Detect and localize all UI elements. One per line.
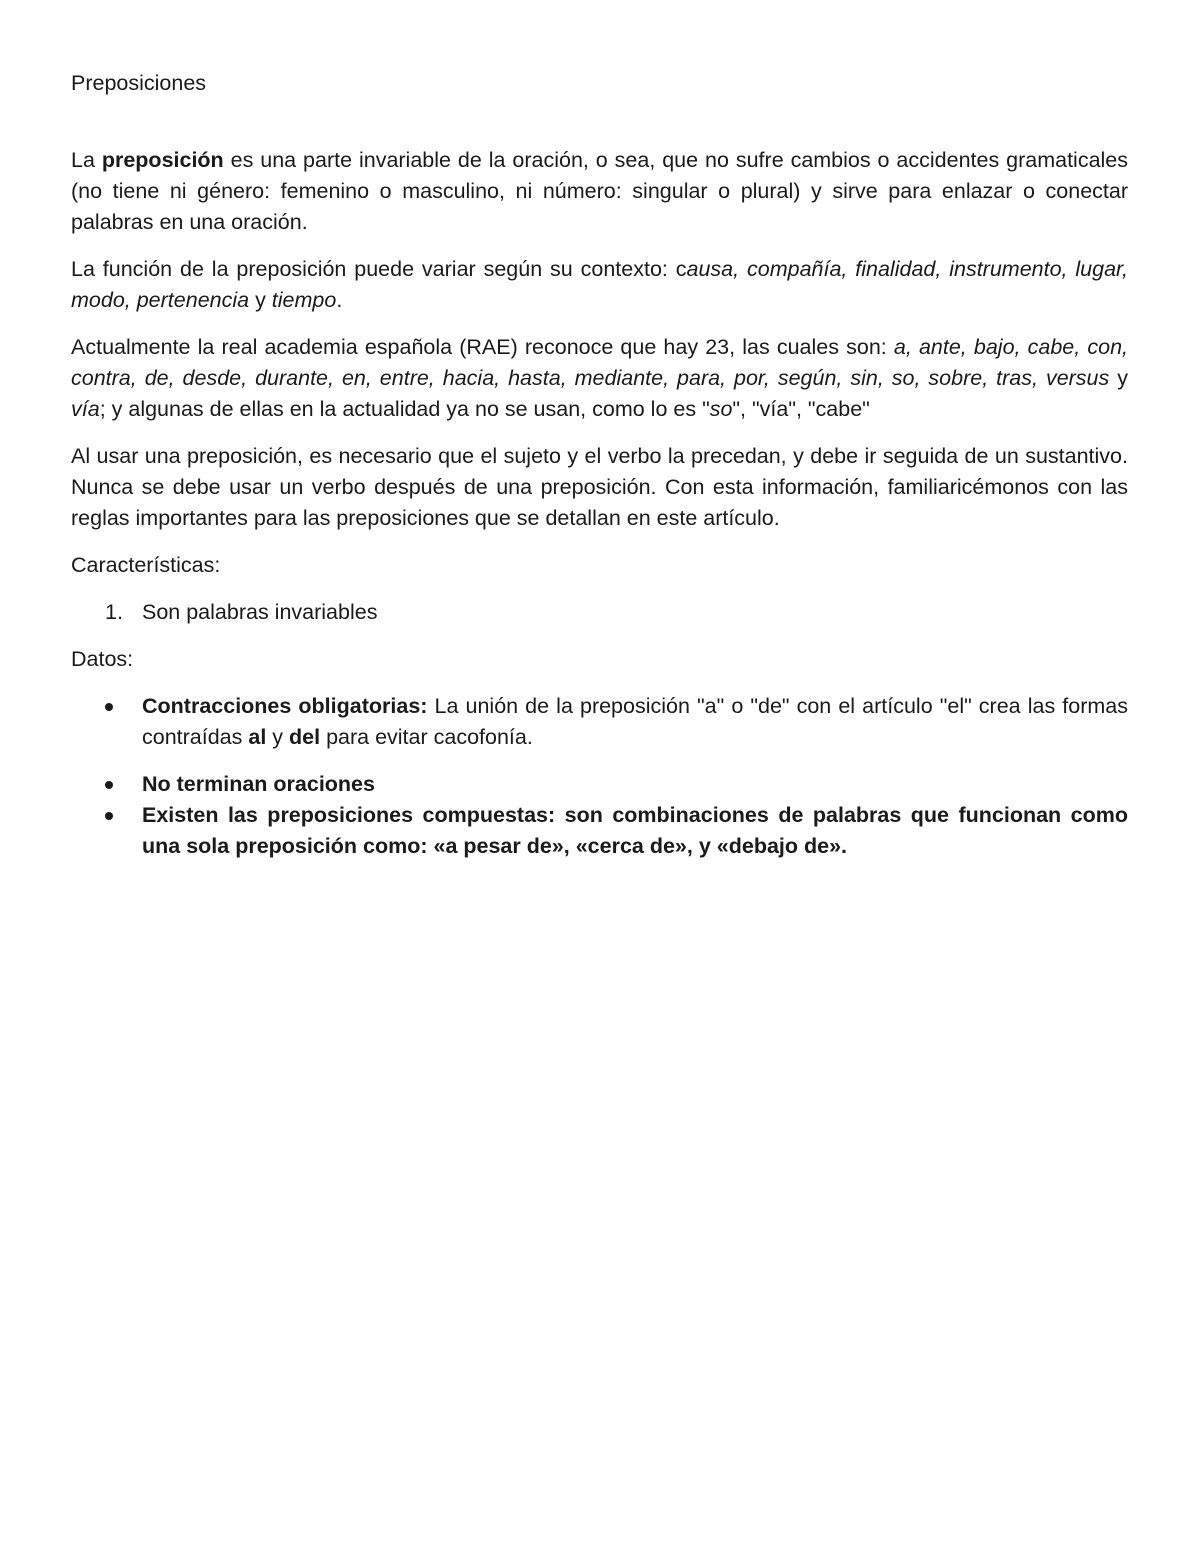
bold-compuestas: Existen las preposiciones compuestas: son combinaciones de palabras que funcionan como una sola preposición como: «a pesar de», «cerca de», y «debajo de».: [142, 803, 1128, 858]
italic-via: vía: [71, 397, 100, 421]
bold-term-preposicion: preposición: [101, 148, 224, 172]
text-run: ", "vía", "cabe": [732, 397, 870, 421]
list-item: [71, 800, 1128, 862]
italic-preposition-list: a, ante, bajo, cabe, con, contra, de, desde, durante, en, entre, hacia, hasta, mediante, para, por, según, sin, so, sobre, tras, versus: [71, 335, 1128, 390]
paragraph-definition: [71, 145, 1128, 238]
document-page: [71, 68, 1128, 862]
italic-tiempo: tiempo: [271, 288, 337, 312]
caracteristicas-label: Características:: [71, 553, 221, 577]
text-run: La función de la preposición puede variar según su contexto: c: [71, 257, 687, 281]
italic-so: so: [709, 397, 733, 421]
text-run: y: [266, 725, 290, 749]
bold-no-terminan: No terminan oraciones: [142, 772, 375, 796]
text-run: Actualmente la real academia española (RAE) reconoce que hay 23, las cuales son:: [71, 335, 894, 359]
bold-al: al: [248, 725, 267, 749]
paragraph-rae-list: [71, 332, 1128, 425]
text-run: .: [336, 288, 343, 312]
text-run: es una parte invariable de la oración, o sea, que no sufre cambios o accidentes gramaticales (no tiene ni género: femenino o masculino, ni número: singular o plural) y sirve para enlazar o conectar palabras en una oración.: [71, 148, 1129, 234]
list-number: 1.: [105, 600, 123, 624]
bold-del: del: [289, 725, 321, 749]
document-title: Preposiciones: [71, 71, 207, 95]
paragraph-function: [71, 254, 1128, 316]
text-run: La unión de la preposición "a" o "de" con el artículo "el" crea las formas contraídas: [142, 694, 1128, 749]
bullet-icon: [105, 812, 113, 820]
bullet-icon: [105, 781, 113, 789]
list-item: [71, 769, 1128, 800]
text-run: y: [1109, 366, 1129, 390]
bullet-icon: [105, 703, 113, 711]
bold-label-contracciones: Contracciones obligatorias:: [142, 694, 428, 718]
italic-functions: ausa, compañía, finalidad, instrumento, lugar, modo, pertenencia: [71, 257, 1128, 312]
list-item: [71, 691, 1128, 753]
text-run: La: [71, 148, 102, 172]
text-run: ; y algunas de ellas en la actualidad ya no se usan, como lo es ": [99, 397, 710, 421]
paragraph-usage: Al usar una preposición, es necesario que el sujeto y el verbo la precedan, y debe ir seguida de un sustantivo. Nunca se debe usar un verbo después de una preposición. Con esta información, familiaricémonos con las reglas importantes para las preposiciones que se detallan en este artículo.: [71, 444, 1128, 530]
list-item: [71, 597, 1128, 628]
text-run: para evitar cacofonía.: [320, 725, 533, 749]
text-run: y: [249, 288, 272, 312]
datos-list: [71, 691, 1128, 862]
datos-label: Datos:: [71, 647, 134, 671]
list-item-text: Son palabras invariables: [142, 600, 378, 624]
caracteristicas-list: [71, 597, 1128, 628]
